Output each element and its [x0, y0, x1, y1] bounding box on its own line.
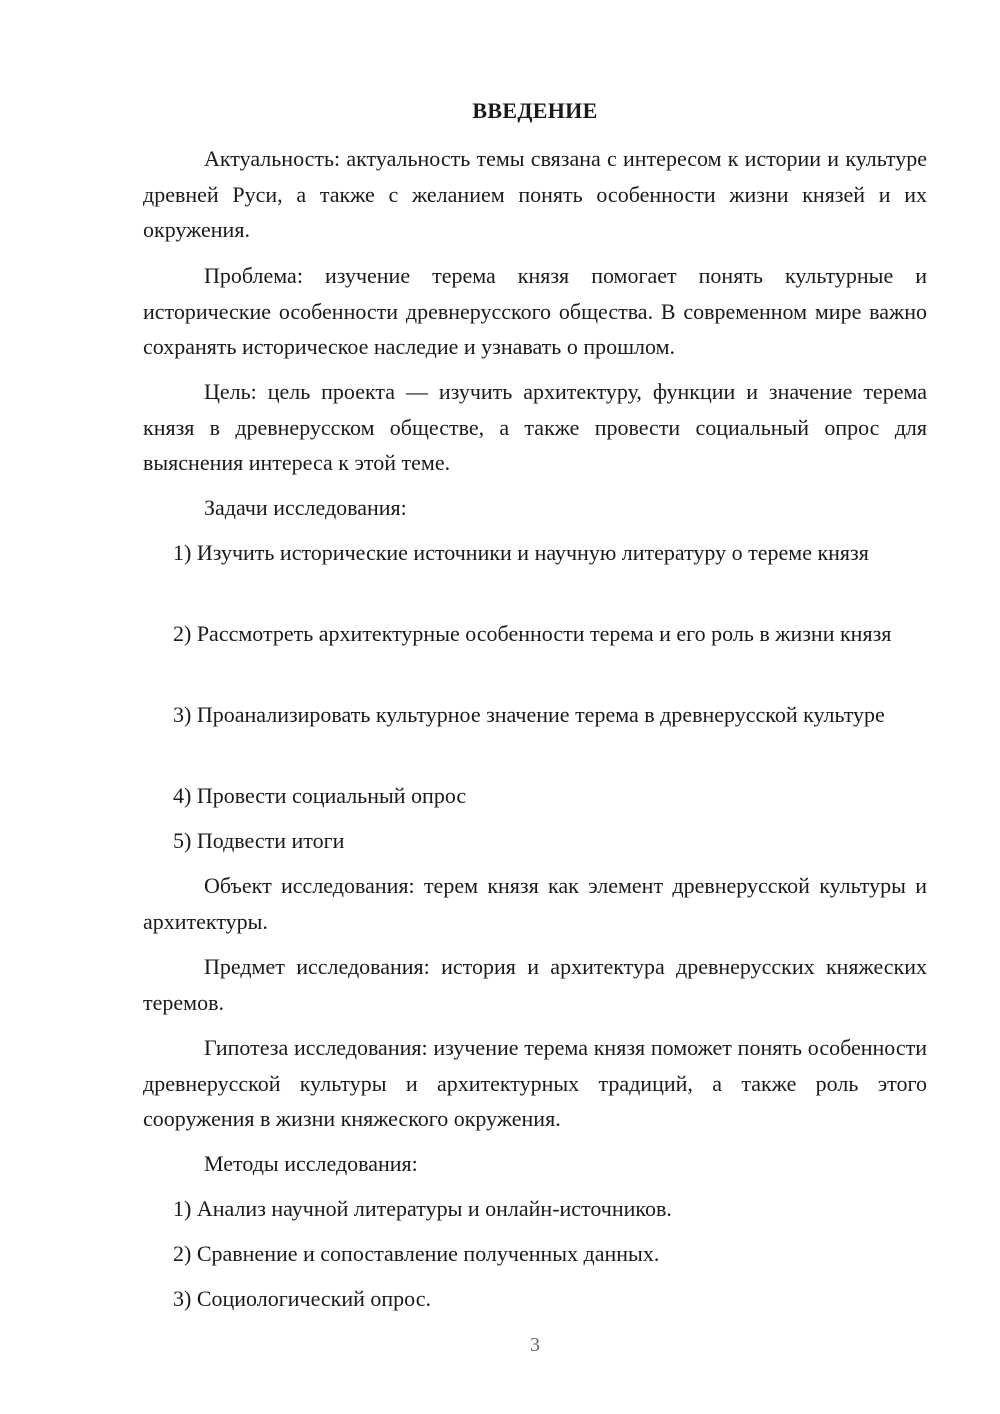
task-item-5: 5) Подвести итоги [173, 828, 345, 853]
paragraph-problem: Проблема: изучение терема князя помогает понять культурные и исторические особенности древнерусского общества. В современном мире важно сохранять историческое наследие и узнавать о прошлом. [143, 263, 927, 359]
methods-title: Методы исследования: [204, 1151, 418, 1176]
task-item-4: 4) Провести социальный опрос [173, 783, 467, 808]
task-item-2: 2) Рассмотреть архитектурные особенности терема и его роль в жизни князя [173, 621, 892, 646]
paragraph-goal: Цель: цель проекта — изучить архитектуру, функции и значение терема князя в древнерусском обществе, а также провести социальный опрос для выяснения интереса к этой теме. [143, 379, 927, 475]
task-item-1: 1) Изучить исторические источники и научную литературу о тереме князя [173, 540, 869, 565]
paragraph-relevance: Актуальность: актуальность темы связана с интересом к истории и культуре древней Руси, а также с желанием понять особенности жизни князей и их окружения. [143, 146, 927, 242]
page-number: 3 [530, 1334, 540, 1356]
section-heading: ВВЕДЕНИЕ [472, 98, 598, 123]
method-item-3: 3) Социологический опрос. [173, 1286, 431, 1311]
method-item-2: 2) Сравнение и сопоставление полученных данных. [173, 1241, 660, 1266]
paragraph-object: Объект исследования: терем князя как элемент древнерусской культуры и архитектуры. [143, 873, 927, 934]
tasks-title: Задачи исследования: [204, 495, 407, 520]
task-item-3: 3) Проанализировать культурное значение терема в древнерусской культуре [173, 702, 885, 727]
method-item-1: 1) Анализ научной литературы и онлайн-источников. [173, 1196, 672, 1221]
paragraph-hypothesis: Гипотеза исследования: изучение терема князя поможет понять особенности древнерусской культуры и архитектурных традиций, а также роль этого сооружения в жизни княжеского окружения. [143, 1035, 927, 1131]
paragraph-subject: Предмет исследования: история и архитектура древнерусских княжеских теремов. [143, 954, 927, 1015]
